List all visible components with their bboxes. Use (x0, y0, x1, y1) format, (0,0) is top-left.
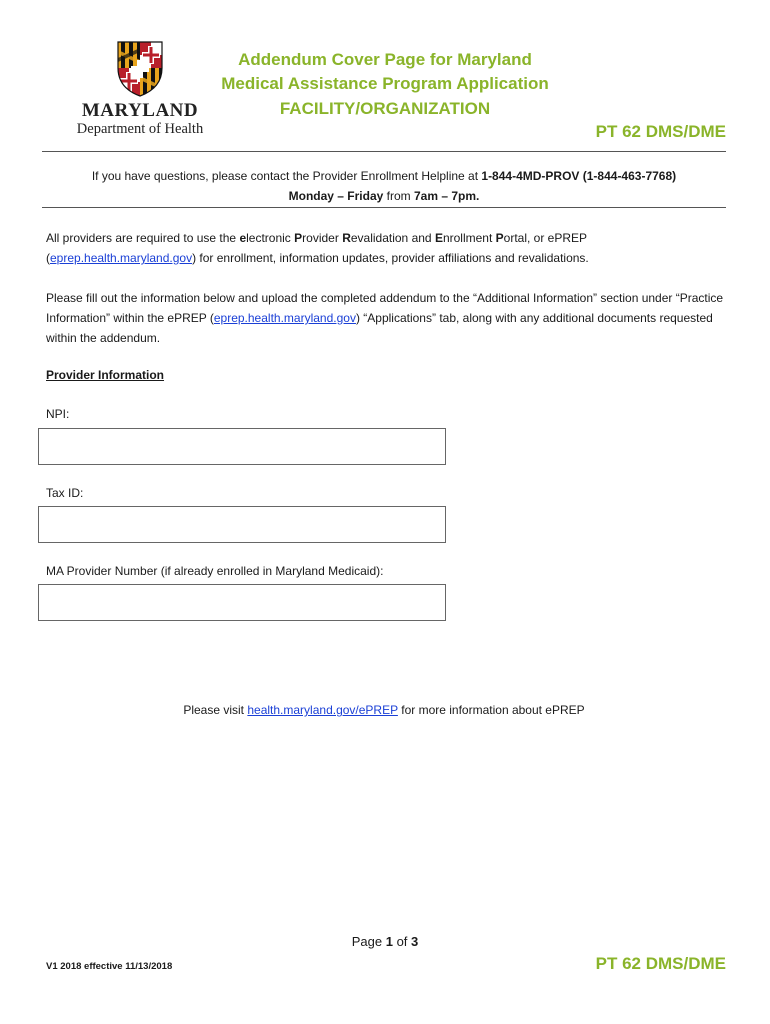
npi-field[interactable] (38, 428, 446, 465)
form-code-header: PT 62 DMS/DME (595, 122, 726, 141)
ma-provider-number-field[interactable] (38, 584, 446, 621)
version-text: V1 2018 effective 11/13/2018 (46, 961, 173, 972)
form-code-footer: PT 62 DMS/DME (595, 954, 726, 973)
p1-text: All providers are required to use the (46, 231, 240, 245)
p2-text: Please fill out the information below and upload the completed addendum to the “Additional Information” section under “Practice Information” within the ePREP ( (46, 291, 724, 325)
p1-letter-e: e (239, 231, 247, 245)
tax-id-label: Tax ID: (46, 486, 84, 500)
title-line-1: Addendum Cover Page for Maryland (238, 50, 532, 69)
helpline-days: Monday – Friday (288, 189, 384, 203)
helpline-text: If you have questions, please contact the Provider Enrollment Helpline at (91, 169, 482, 183)
visit-info-line (42, 703, 726, 717)
page-current: 1 (385, 934, 393, 949)
npi-label: NPI: (46, 407, 70, 421)
health-maryland-eprep-link[interactable]: health.maryland.gov/ePREP (247, 703, 398, 717)
page-word: Page (351, 934, 386, 949)
helpline-notice (42, 166, 726, 206)
tax-id-field[interactable] (38, 506, 446, 543)
p1-text: evalidation and (350, 231, 435, 245)
p1-text: nrollment (442, 231, 496, 245)
title-line-3: FACILITY/ORGANIZATION (279, 99, 491, 118)
header-divider (42, 151, 726, 152)
helpline-number: 1-844-4MD-PROV (1-844-463-7768) (481, 169, 677, 183)
logo-maryland-name: MARYLAND (81, 100, 199, 121)
eprep-link[interactable]: eprep.health.maryland.gov (50, 251, 193, 265)
logo-department-name: Department of Health (76, 121, 204, 137)
p1-letter-p2: P (495, 231, 504, 245)
p1-text: lectronic (246, 231, 295, 245)
visit-text: Please visit (183, 703, 248, 717)
p1-text: ) for enrollment, information updates, provider affiliations and revalidations. (192, 251, 589, 265)
p1-letter-e2: E (434, 231, 443, 245)
p1-letter-p: P (294, 231, 303, 245)
visit-text: for more information about ePREP (397, 703, 585, 717)
p1-paren: ( (46, 251, 50, 265)
eprep-requirement-paragraph (46, 228, 726, 268)
page-total: 3 (411, 934, 419, 949)
of-word: of (392, 934, 412, 949)
helpline-hours: 7am – 7pm. (413, 189, 480, 203)
p1-text: rovider (302, 231, 343, 245)
ma-provider-number-label: MA Provider Number (if already enrolled in Maryland Medicaid): (46, 564, 384, 578)
p1-letter-r: R (342, 231, 351, 245)
upload-instructions-paragraph (46, 288, 726, 348)
title-line-2: Medical Assistance Program Application (221, 74, 549, 93)
eprep-link-2[interactable]: eprep.health.maryland.gov (213, 311, 356, 325)
p1-text: ortal, or ePREP (503, 231, 588, 245)
maryland-flag-shield-icon (110, 38, 170, 98)
page-number (300, 934, 470, 949)
helpline-from: from (383, 189, 414, 203)
helpline-divider (42, 207, 726, 208)
provider-information-heading: Provider Information (46, 368, 165, 382)
p2-text: ) “Applications” tab, along with any additional documents requested within the addendum. (46, 311, 713, 345)
